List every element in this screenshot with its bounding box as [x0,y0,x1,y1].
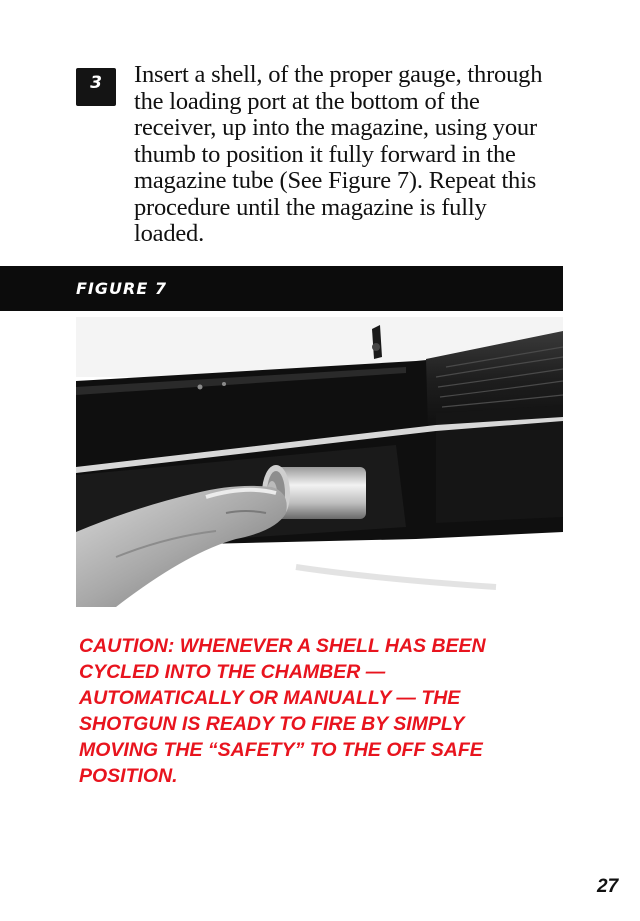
figure-label: FIGURE 7 [76,279,167,298]
caution-line: POSITION. [79,765,178,787]
step-instructions [134,62,584,248]
step-number-badge [76,68,116,106]
figure-photo-shotgun-loading [76,317,563,607]
caution-line: MOVING THE “SAFETY” TO THE OFF SAFE [79,739,483,761]
caution-line: CAUTION: WHENEVER A SHELL HAS BEEN [79,635,486,657]
page-number: 27 [597,876,619,897]
caution-line: AUTOMATICALLY OR MANUALLY — THE [79,687,461,709]
caution-line: CYCLED INTO THE CHAMBER — [79,661,386,683]
step-line: the loading port at the bottom of the [134,87,480,115]
step-number: 3 [90,73,102,93]
step-line: thumb to position it fully forward in the [134,140,516,168]
step-line: magazine tube (See Figure 7). Repeat this [134,167,537,194]
step-line: loaded. [134,220,205,247]
caution-line: SHOTGUN IS READY TO FIRE BY SIMPLY [79,713,465,735]
step-line: procedure until the magazine is fully [134,193,487,221]
caution-notice [79,633,549,789]
step-line: receiver, up into the magazine, using your [134,114,537,141]
step-line: Insert a shell, of the proper gauge, through [134,61,543,88]
figure-caption-bar [0,266,563,311]
